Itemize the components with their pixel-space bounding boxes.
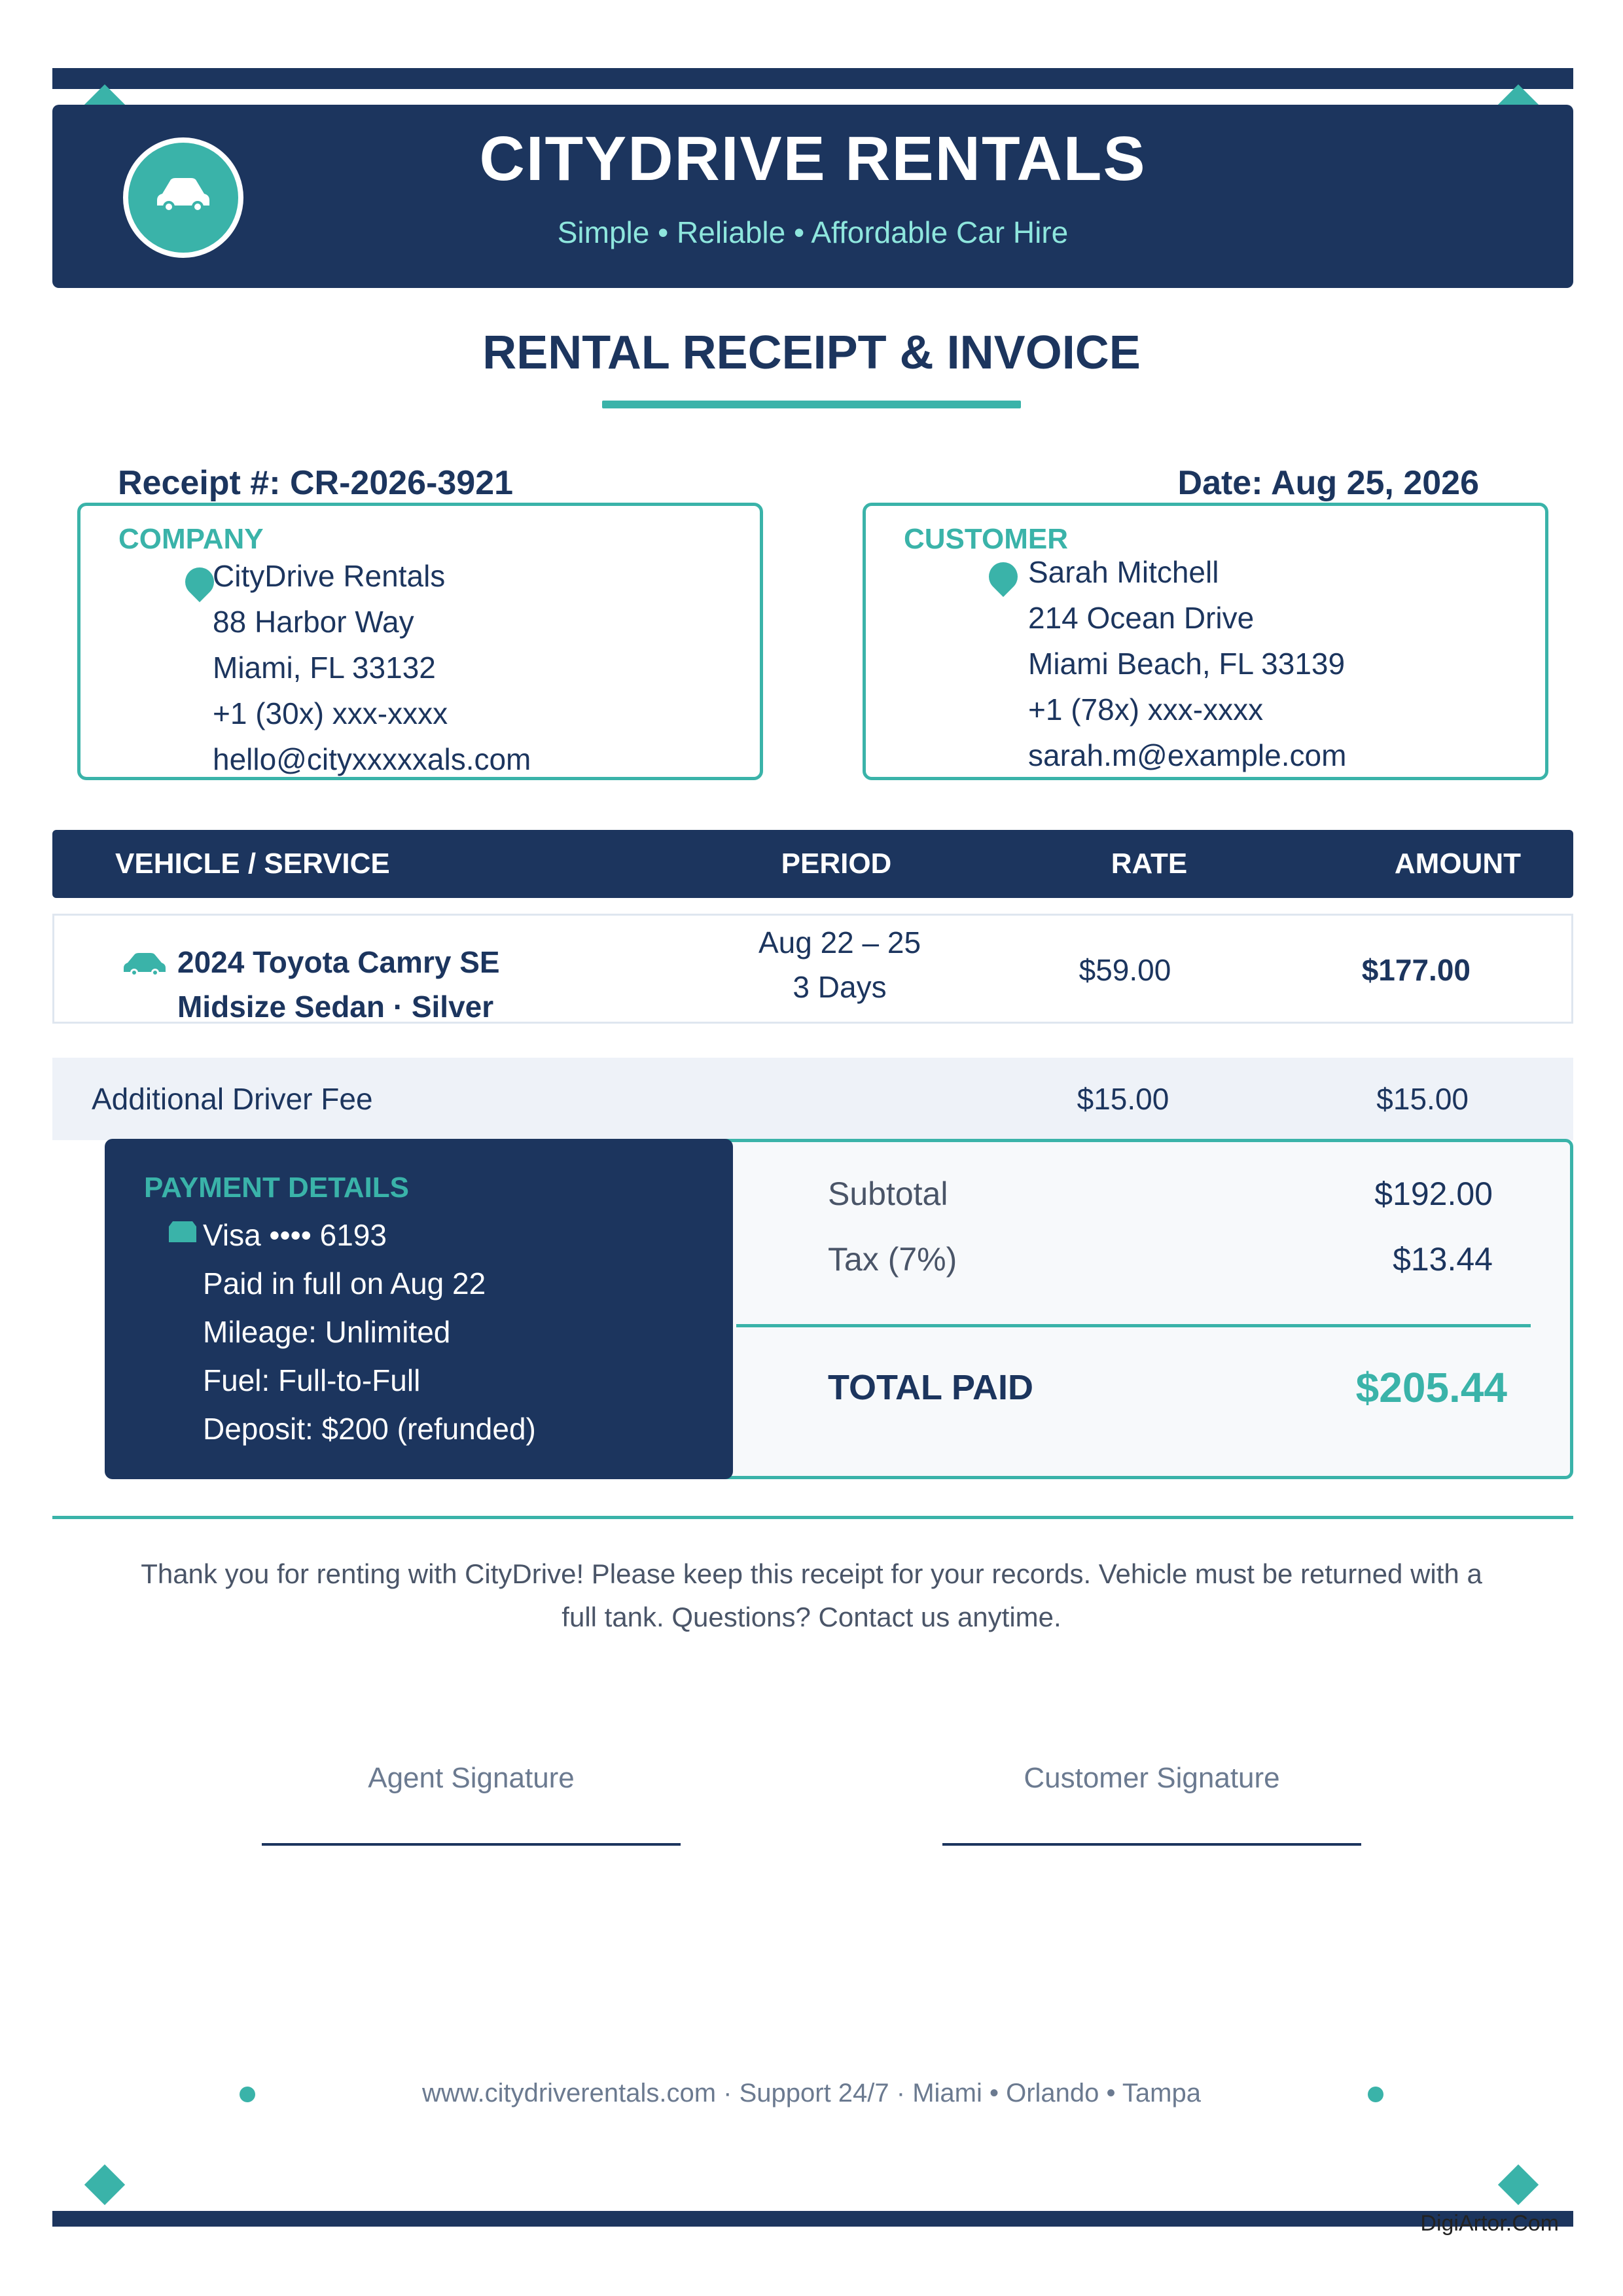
paid-status: Paid in full on Aug 22 (203, 1266, 486, 1300)
thank-you-note: Thank you for renting with CityDrive! Please keep this receipt for your records. Vehicle must be returned with a full tank. Questions? Contact us anytime. (141, 1558, 1482, 1632)
subtotal-value: $192.00 (1374, 1175, 1493, 1212)
customer-email: sarah.m@example.com (1028, 738, 1347, 772)
bottom-bar (52, 2211, 1573, 2227)
subtotal-label: Subtotal (828, 1175, 948, 1212)
document-title: RENTAL RECEIPT & INVOICE (482, 327, 1141, 379)
company-box (77, 503, 763, 780)
vehicle-amount: $177.00 (1361, 953, 1471, 987)
vehicle-description: Midsize Sedan · Silver (177, 990, 494, 1024)
rental-period: Aug 22 – 25 (758, 925, 921, 960)
fuel-policy: Fuel: Full-to-Full (203, 1363, 421, 1397)
service-name: Additional Driver Fee (92, 1082, 373, 1116)
company-street: 88 Harbor Way (213, 605, 414, 639)
customer-city: Miami Beach, FL 33139 (1028, 647, 1346, 681)
customer-phone: +1 (78x) xxx-xxxx (1028, 692, 1264, 726)
company-phone: +1 (30x) xxx-xxxx (213, 696, 448, 730)
total-paid-label: TOTAL PAID (828, 1368, 1034, 1407)
table-row (52, 914, 1573, 1024)
rental-days: 3 Days (793, 970, 887, 1004)
tax-value: $13.44 (1393, 1241, 1493, 1278)
service-rate: $15.00 (1077, 1082, 1169, 1116)
top-bar (52, 68, 1573, 89)
mileage-info: Mileage: Unlimited (203, 1315, 451, 1349)
brand-name: CITYDRIVE RENTALS (479, 124, 1147, 194)
customer-label: CUSTOMER (904, 523, 1068, 555)
totals-panel (685, 1139, 1573, 1479)
payment-label: PAYMENT DETAILS (144, 1172, 410, 1204)
customer-box (863, 503, 1548, 780)
agent-signature-line (262, 1843, 681, 1846)
deposit-info: Deposit: $200 (refunded) (203, 1412, 536, 1446)
agent-signature-label: Agent Signature (368, 1762, 575, 1794)
company-name: CityDrive Rentals (213, 559, 446, 593)
company-city: Miami, FL 33132 (213, 651, 436, 685)
company-label: COMPANY (118, 523, 264, 555)
column-header-amount: AMOUNT (1394, 848, 1521, 880)
customer-details (1028, 549, 1346, 778)
service-amount: $15.00 (1376, 1082, 1469, 1116)
column-header-period: PERIOD (781, 848, 892, 880)
table-header (52, 830, 1573, 898)
vehicle-name: 2024 Toyota Camry SE (177, 945, 500, 979)
receipt-number: Receipt #: CR-2026-3921 (118, 464, 514, 502)
watermark: DigiArtor.Com (1420, 2211, 1559, 2236)
card-info: Visa •••• 6193 (203, 1218, 387, 1252)
customer-signature-line (942, 1843, 1361, 1846)
corner-diamond-bottom-left (84, 2164, 125, 2205)
payment-lines (203, 1211, 536, 1453)
company-details (213, 553, 531, 782)
location-pin-icon (983, 556, 1024, 597)
receipt-date: Date: Aug 25, 2026 (1177, 464, 1479, 502)
table-row (52, 1058, 1573, 1140)
daily-rate: $59.00 (1079, 953, 1171, 987)
payment-details-panel (105, 1139, 733, 1479)
car-icon (122, 951, 167, 977)
title-underline (602, 401, 1021, 408)
column-header-service: VEHICLE / SERVICE (115, 848, 390, 880)
column-header-rate: RATE (1111, 848, 1188, 880)
customer-name: Sarah Mitchell (1028, 555, 1219, 589)
footer-text: www.citydriverentals.com · Support 24/7 · Miami • Orlando • Tampa (422, 2079, 1201, 2108)
card-icon (168, 1220, 198, 1242)
tagline: Simple • Reliable • Affordable Car Hire (557, 215, 1069, 249)
total-paid-value: $205.44 (1355, 1364, 1507, 1411)
company-email: hello@cityxxxxxals.com (213, 742, 531, 776)
corner-diamond-bottom-right (1498, 2164, 1539, 2205)
tax-label: Tax (7%) (828, 1241, 957, 1278)
totals-divider (736, 1324, 1531, 1327)
customer-signature-label: Customer Signature (1024, 1762, 1280, 1794)
section-divider (52, 1516, 1573, 1519)
customer-street: 214 Ocean Drive (1028, 601, 1255, 635)
